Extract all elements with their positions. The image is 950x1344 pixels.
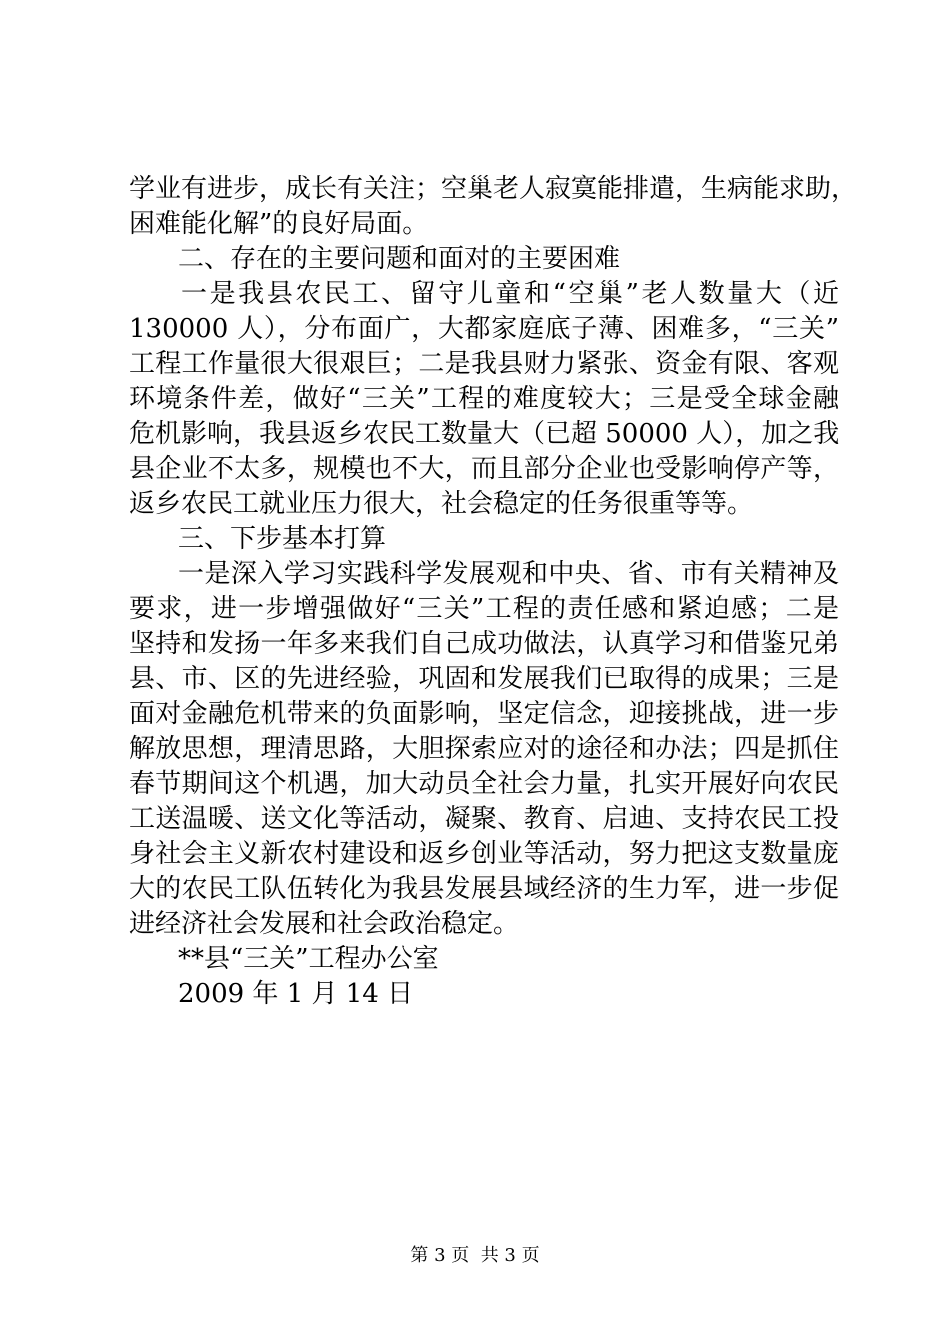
body-line: 解放思想，理清思路，大胆探索应对的途径和办法；四是抓住 xyxy=(129,734,839,764)
body-line: 身社会主义新农村建设和返乡创业等活动，努力把这支数量庞 xyxy=(129,839,839,869)
body-line: 大的农民工队伍转化为我县发展县域经济的生力军，进一步促 xyxy=(129,874,839,904)
body-line: 学业有进步，成长有关注；空巢老人寂寞能排遣，生病能求助， xyxy=(129,174,858,204)
body-line: 工送温暖、送文化等活动，凝聚、教育、启迪、支持农民工投 xyxy=(129,804,839,834)
body-line: 坚持和发扬一年多来我们自己成功做法，认真学习和借鉴兄弟 xyxy=(129,629,839,659)
body-line: 130000 人），分布面广，大都家庭底子薄、困难多，“三关” xyxy=(129,314,839,344)
page-footer xyxy=(0,1244,950,1268)
signature-date: 2009 年 1 月 14 日 xyxy=(178,979,414,1009)
body-line: 县、市、区的先进经验，巩固和发展我们已取得的成果；三是 xyxy=(129,664,839,694)
body-line: 面对金融危机带来的负面影响，坚定信念，迎接挑战，进一步 xyxy=(129,699,839,729)
section-heading: 三、下步基本打算 xyxy=(178,524,387,554)
body-line: 返乡农民工就业压力很大，社会稳定的任务很重等等。 xyxy=(129,489,754,519)
body-line: 进经济社会发展和社会政治稳定。 xyxy=(129,909,520,939)
body-line: 一是我县农民工、留守儿童和“空巢”老人数量大（近 xyxy=(181,279,839,309)
document-body xyxy=(129,172,858,1012)
body-line: 春节期间这个机遇，加大动员全社会力量，扎实开展好向农民 xyxy=(129,769,839,799)
signature-office: **县“三关”工程办公室 xyxy=(178,944,439,974)
body-line: 一是深入学习实践科学发展观和中央、省、市有关精神及 xyxy=(178,559,839,589)
section-heading: 二、存在的主要问题和面对的主要困难 xyxy=(178,244,621,274)
page-number: 第 3 页 共 3 页 xyxy=(410,1245,540,1266)
body-line: 困难能化解”的良好局面。 xyxy=(129,209,429,239)
body-line: 环境条件差，做好“三关”工程的难度较大；三是受全球金融 xyxy=(129,384,839,414)
body-line: 县企业不太多，规模也不大，而且部分企业也受影响停产等， xyxy=(129,454,839,484)
body-line: 危机影响，我县返乡农民工数量大（已超 50000 人），加之我 xyxy=(129,419,840,449)
body-line: 工程工作量很大很艰巨；二是我县财力紧张、资金有限、客观 xyxy=(129,349,839,379)
body-line: 要求，进一步增强做好“三关”工程的责任感和紧迫感；二是 xyxy=(129,594,839,624)
